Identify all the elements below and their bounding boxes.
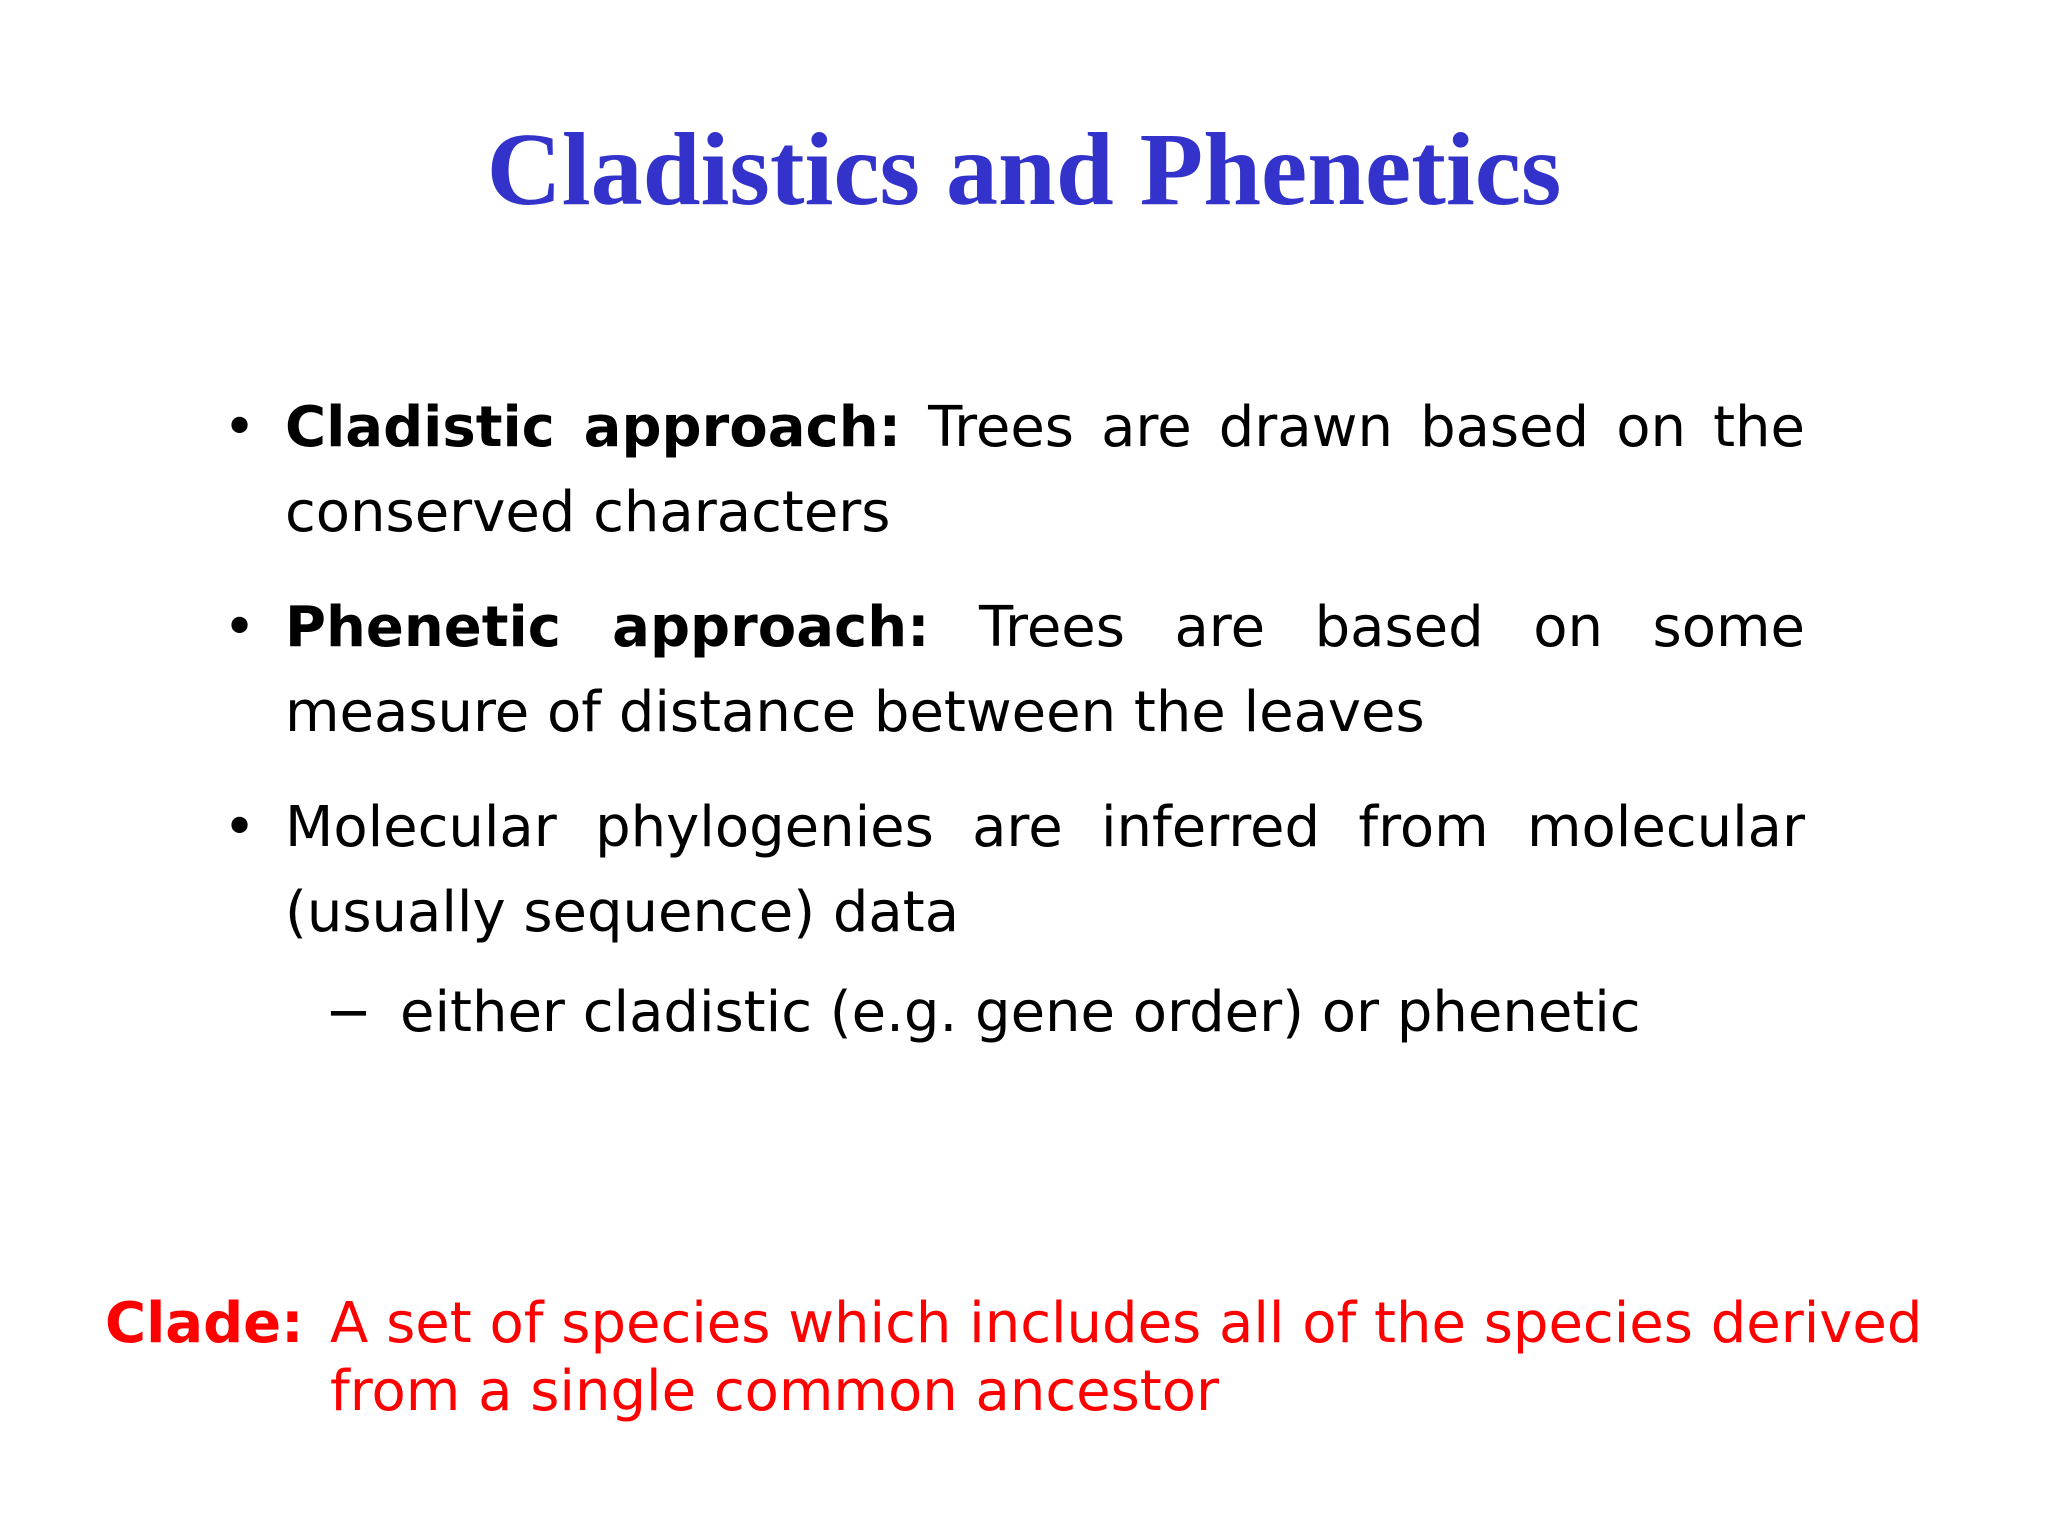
clade-text: A set of species which includes all of the species derived from a single common ancestor: [330, 1291, 1923, 1424]
bullet-cladistic: [220, 385, 1805, 555]
clade-term: Clade:: [105, 1291, 304, 1356]
sub-bullet-cladistic-or-phenetic: [220, 970, 1805, 1055]
bullet-icon: •: [223, 595, 257, 660]
slide-title: Cladistics and Phenetics: [486, 112, 1562, 227]
bullet-text: Trees are drawn based on the conserved characters: [285, 395, 1806, 545]
bullet-text: Trees are based on some measure of distance between the leaves: [285, 595, 1805, 745]
bullet-molecular: [220, 785, 1805, 955]
bullet-text: Molecular phylogenies are inferred from molecular (usually sequence) data: [285, 795, 1805, 945]
bullet-list: [220, 385, 1805, 1055]
clade-definition: [105, 1290, 2005, 1426]
bullet-icon: •: [223, 395, 257, 460]
bullet-term: Phenetic approach:: [285, 595, 930, 660]
bullet-term: Cladistic approach:: [285, 395, 901, 460]
dash-icon: −: [325, 980, 372, 1045]
sub-bullet-text: either cladistic (e.g. gene order) or phenetic: [400, 980, 1641, 1045]
bullet-phenetic: [220, 585, 1805, 755]
bullet-icon: •: [223, 795, 257, 860]
